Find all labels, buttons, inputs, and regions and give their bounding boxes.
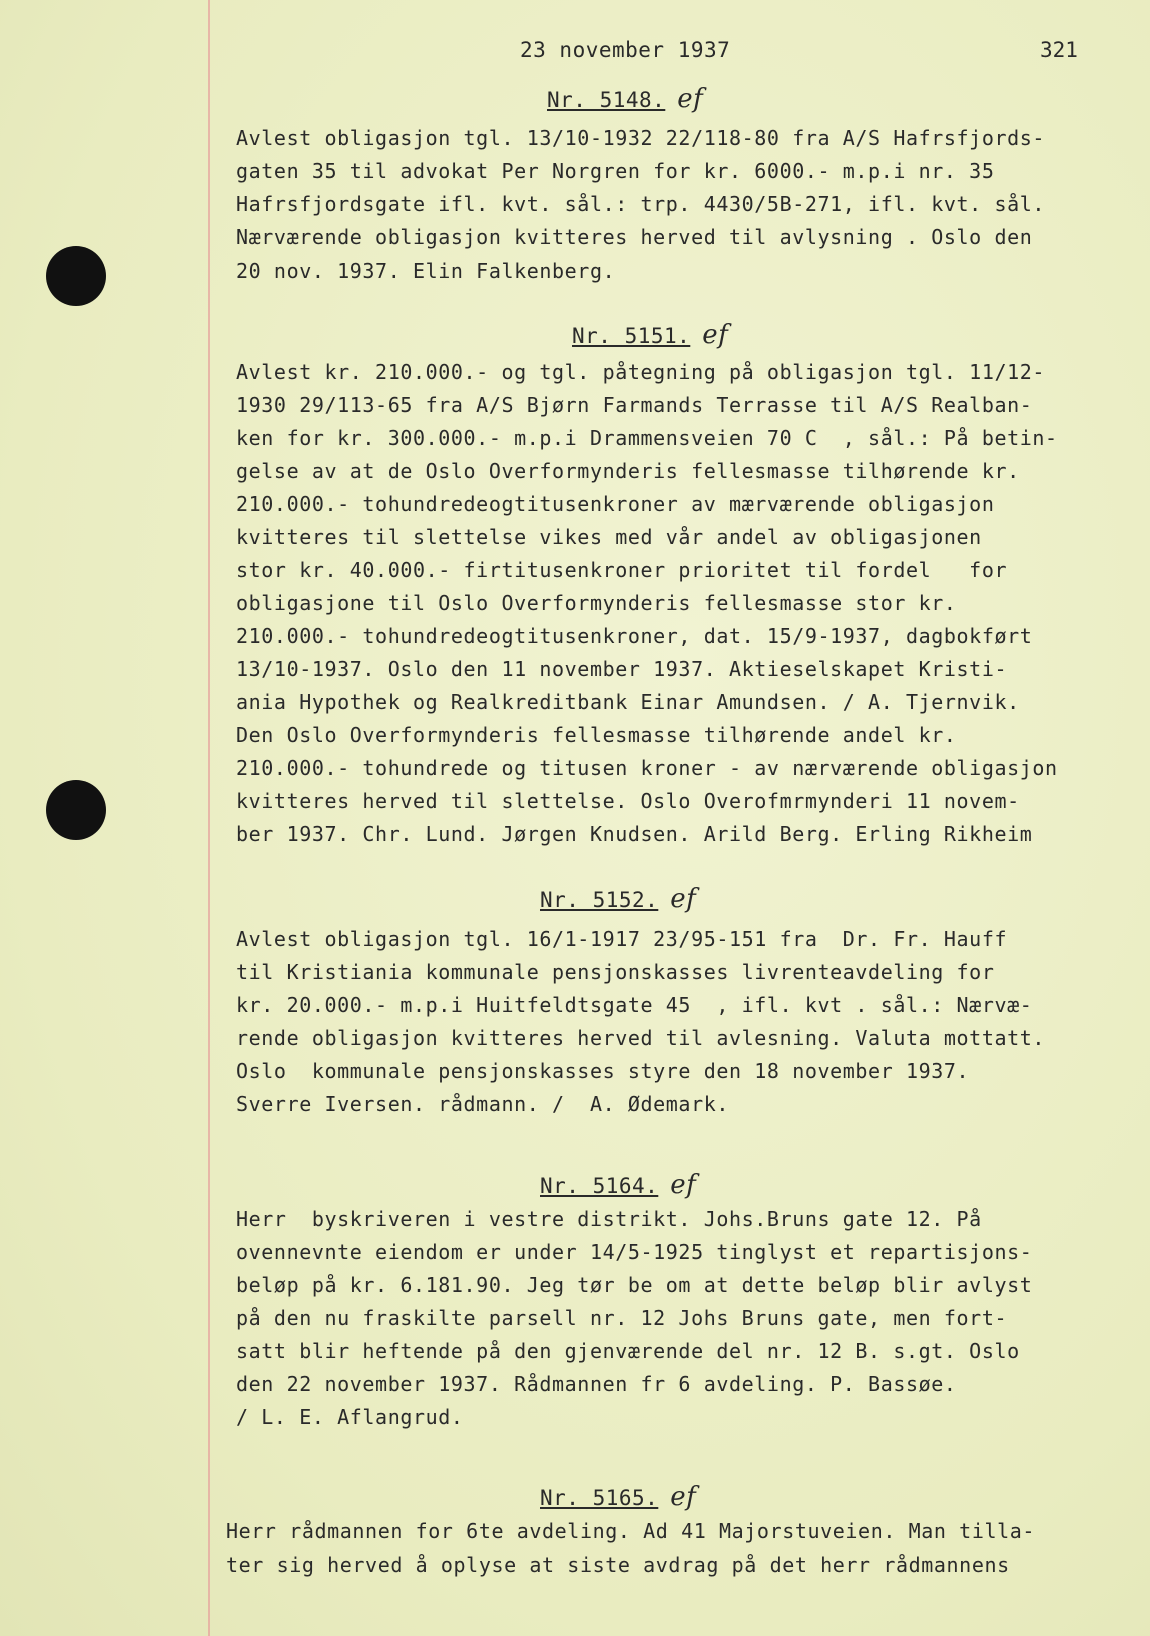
punch-hole-top <box>46 246 106 306</box>
punch-hole-middle <box>46 780 106 840</box>
entry-line: obligasjone til Oslo Overformynderis fellesmasse stor kr. <box>236 591 957 615</box>
entry-line: til Kristiania kommunale pensjonskasses livrenteavdeling for <box>236 960 995 984</box>
entry-line: Den Oslo Overformynderis fellesmasse tilhørende andel kr. <box>236 723 957 747</box>
entry-line: 20 nov. 1937. Elin Falkenberg. <box>236 259 616 283</box>
entry-line: 210.000.- tohundredeogtitusenkroner av mærværende obligasjon <box>236 492 995 516</box>
entry-line: Avlest obligasjon tgl. 13/10-1932 22/118-80 fra A/S Hafrsfjords- <box>236 126 1046 150</box>
entry-line: kr. 20.000.- m.p.i Huitfeldtsgate 45 , ifl. kvt . sål.: Nærvæ- <box>236 993 1033 1017</box>
entry-line: Herr rådmannen for 6te avdeling. Ad 41 Majorstuveien. Man tilla- <box>226 1519 1036 1543</box>
entry-title-5164 <box>540 1170 696 1200</box>
entry-line: Oslo kommunale pensjonskasses styre den 18 november 1937. <box>236 1059 970 1083</box>
entry-line: kvitteres herved til slettelse. Oslo Overofmrmynderi 11 novem- <box>236 789 1020 813</box>
entry-line: gaten 35 til advokat Per Norgren for kr. 6000.- m.p.i nr. 35 <box>236 159 995 183</box>
entry-title-5151 <box>572 320 728 350</box>
entry-line: / L. E. Aflangrud. <box>236 1405 464 1429</box>
entry-line: Avlest obligasjon tgl. 16/1-1917 23/95-151 fra Dr. Fr. Hauff <box>236 927 1008 951</box>
initials-mark: ef <box>677 84 704 114</box>
entry-line: på den nu fraskilte parsell nr. 12 Johs Bruns gate, men fort- <box>236 1306 1008 1330</box>
entry-line: 210.000.- tohundrede og titusen kroner - av nærværende obligasjon <box>236 756 1058 780</box>
entry-number: Nr. 5152. <box>540 888 659 912</box>
page-number: 321 <box>1040 38 1078 62</box>
margin-line <box>208 0 210 1636</box>
entry-line: 1930 29/113-65 fra A/S Bjørn Farmands Terrasse til A/S Realban- <box>236 393 1033 417</box>
entry-line: stor kr. 40.000.- firtitusenkroner prioritet til fordel for <box>236 558 1008 582</box>
entry-line: satt blir heftende på den gjenværende del nr. 12 B. s.gt. Oslo <box>236 1339 1020 1363</box>
entry-line: 210.000.- tohundredeogtitusenkroner, dat. 15/9-1937, dagbokført <box>236 624 1033 648</box>
entry-line: Sverre Iversen. rådmann. / A. Ødemark. <box>236 1092 729 1116</box>
entry-line: Hafrsfjordsgate ifl. kvt. sål.: trp. 4430/5B-271, ifl. kvt. sål. <box>236 192 1046 216</box>
initials-mark: ef <box>670 884 697 914</box>
entry-line: ania Hypothek og Realkreditbank Einar Amundsen. / A. Tjernvik. <box>236 690 1020 714</box>
entry-line: 13/10-1937. Oslo den 11 november 1937. Aktieselskapet Kristi- <box>236 657 1008 681</box>
entry-line: kvitteres til slettelse vikes med vår andel av obligasjonen <box>236 525 982 549</box>
entry-title-5148 <box>547 84 703 114</box>
entry-number: Nr. 5165. <box>540 1486 659 1510</box>
entry-line: gelse av at de Oslo Overformynderis fellesmasse tilhørende kr. <box>236 459 1020 483</box>
entry-line: Nærværende obligasjon kvitteres herved til avlysning . Oslo den <box>236 225 1033 249</box>
entry-title-5152 <box>540 884 696 914</box>
header-date: 23 november 1937 <box>520 38 731 62</box>
entry-number: Nr. 5164. <box>540 1174 659 1198</box>
initials-mark: ef <box>670 1482 697 1512</box>
entry-line: Herr byskriveren i vestre distrikt. Johs.Bruns gate 12. På <box>236 1207 982 1231</box>
entry-number: Nr. 5151. <box>572 324 691 348</box>
entry-line: den 22 november 1937. Rådmannen fr 6 avdeling. P. Bassøe. <box>236 1372 957 1396</box>
entry-number: Nr. 5148. <box>547 88 666 112</box>
entry-line: ber 1937. Chr. Lund. Jørgen Knudsen. Arild Berg. Erling Rikheim <box>236 822 1033 846</box>
initials-mark: ef <box>702 320 729 350</box>
entry-title-5165 <box>540 1482 696 1512</box>
initials-mark: ef <box>670 1170 697 1200</box>
entry-line: ken for kr. 300.000.- m.p.i Drammensveien 70 C , sål.: På betin- <box>236 426 1058 450</box>
entry-line: ter sig herved å oplyse at siste avdrag på det herr rådmannens <box>226 1553 1010 1577</box>
entry-line: Avlest kr. 210.000.- og tgl. påtegning på obligasjon tgl. 11/12- <box>236 360 1046 384</box>
entry-line: beløp på kr. 6.181.90. Jeg tør be om at dette beløp blir avlyst <box>236 1273 1033 1297</box>
entry-line: rende obligasjon kvitteres herved til avlesning. Valuta mottatt. <box>236 1026 1046 1050</box>
entry-line: ovennevnte eiendom er under 14/5-1925 tinglyst et repartisjons- <box>236 1240 1033 1264</box>
